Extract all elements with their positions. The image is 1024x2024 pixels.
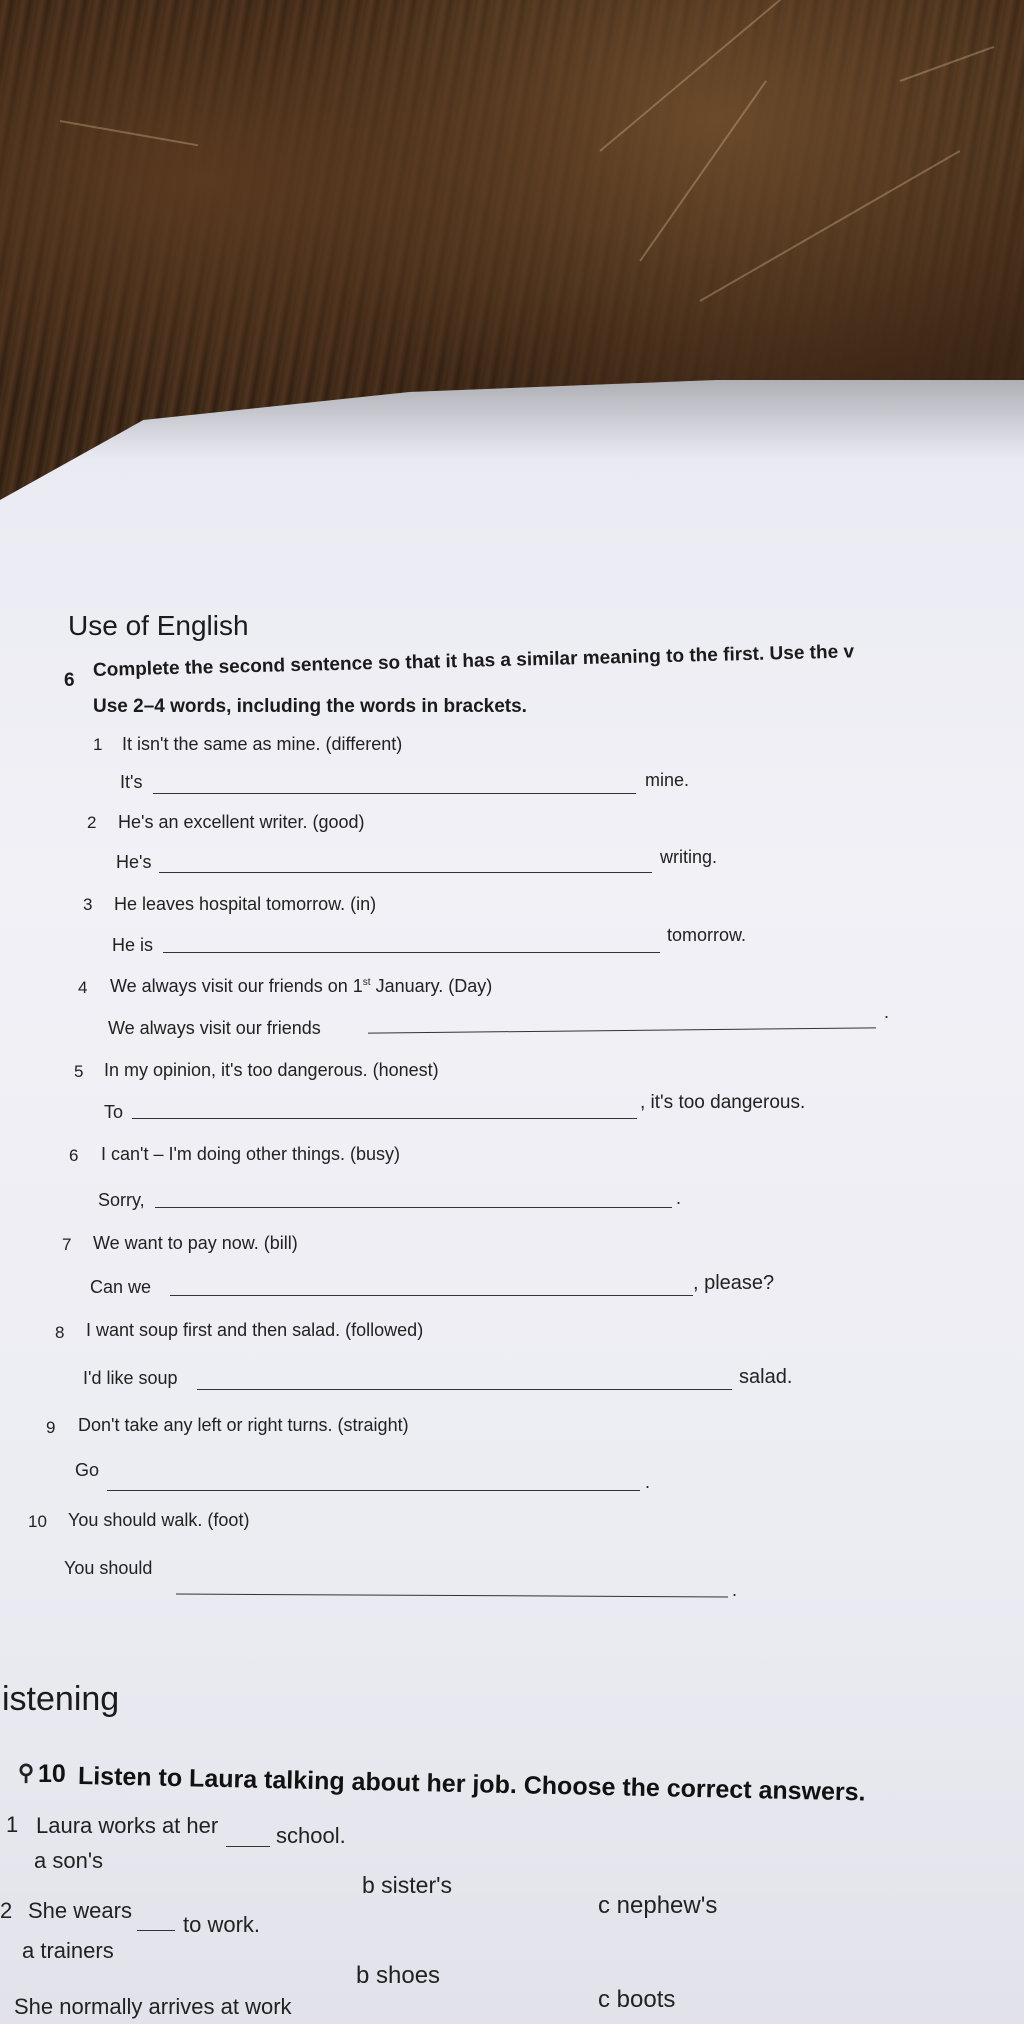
listening-q-text: She normally arrives at work (14, 1994, 292, 2019)
item-number: 6 (69, 1146, 79, 1165)
answer-start: He's (116, 852, 152, 872)
answer-end: . (884, 1002, 890, 1022)
item-number: 8 (55, 1323, 65, 1342)
item-prompt-part: We always visit our friends on 1 (110, 976, 363, 996)
item-number: 7 (62, 1235, 72, 1254)
item-number: 3 (83, 895, 93, 914)
item-prompt: I want soup first and then salad. (followed) (86, 1320, 424, 1340)
item-prompt: Don't take any left or right turns. (straight) (78, 1415, 409, 1435)
listening-instruction: Listen to Laura talking about her job. Choose the correct answers. (77, 1762, 866, 1807)
answer-blank[interactable] (170, 1295, 693, 1296)
answer-end: mine. (645, 770, 690, 790)
item-prompt (110, 976, 492, 997)
section-title-use-of-english: Use of English (68, 610, 249, 641)
answer-end: salad. (739, 1366, 793, 1388)
answer-blank[interactable] (153, 793, 636, 794)
answer-blank[interactable] (137, 1930, 175, 1931)
listening-q-text: She wears (28, 1898, 132, 1923)
item-prompt: In my opinion, it's too dangerous. (honest) (104, 1060, 439, 1080)
answer-end: tomorrow. (667, 925, 747, 945)
listening-q-text: to work. (183, 1912, 261, 1937)
listening-q-number: 1 (6, 1812, 19, 1837)
option-a[interactable]: a trainers (22, 1938, 114, 1963)
answer-blank[interactable] (163, 952, 660, 953)
answer-end: . (676, 1188, 682, 1208)
answer-blank[interactable] (132, 1118, 637, 1119)
item-prompt: We want to pay now. (bill) (93, 1233, 298, 1253)
ordinal-suffix: st (362, 977, 371, 988)
answer-start: We always visit our friends (108, 1018, 321, 1038)
listening-exercise-number: 10 (38, 1760, 66, 1788)
item-number: 10 (28, 1512, 47, 1531)
item-prompt: You should walk. (foot) (68, 1510, 250, 1530)
exercise-instruction-line2: Use 2–4 words, including the words in brackets. (93, 696, 527, 717)
answer-end: , please? (693, 1272, 775, 1294)
item-number: 4 (78, 978, 88, 997)
answer-start: Sorry, (98, 1190, 145, 1210)
option-c[interactable]: c boots (598, 1986, 676, 2013)
answer-blank[interactable] (226, 1846, 270, 1847)
exercise-instruction-line1: Complete the second sentence so that it has a similar meaning to the first. Use the v (92, 641, 855, 681)
audio-icon: ⚲ (18, 1760, 35, 1785)
answer-end: . (732, 1580, 738, 1600)
item-prompt-part: January. (Day) (370, 976, 493, 996)
item-number: 9 (46, 1418, 56, 1437)
answer-blank[interactable] (159, 872, 652, 873)
item-prompt: It isn't the same as mine. (different) (122, 734, 403, 754)
item-prompt: I can't – I'm doing other things. (busy) (101, 1144, 401, 1164)
answer-end: writing. (660, 847, 718, 867)
item-prompt: He leaves hospital tomorrow. (in) (114, 894, 377, 914)
answer-start: You should (64, 1558, 153, 1578)
answer-end: . (645, 1472, 651, 1492)
answer-start: To (104, 1102, 124, 1122)
answer-start: I'd like soup (83, 1368, 178, 1388)
item-number: 1 (93, 735, 103, 754)
item-number: 5 (74, 1062, 84, 1081)
answer-start: Go (75, 1460, 100, 1480)
answer-start: It's (120, 772, 143, 792)
exercise-number: 6 (64, 670, 75, 691)
answer-end: , it's too dangerous. (640, 1092, 806, 1113)
listening-q-text: school. (276, 1823, 346, 1848)
answer-blank[interactable] (197, 1389, 732, 1390)
section-title-listening: istening (2, 1680, 120, 1718)
option-b[interactable]: b sister's (362, 1872, 453, 1898)
option-b[interactable]: b shoes (356, 1962, 441, 1989)
answer-blank[interactable] (107, 1490, 640, 1491)
option-c[interactable]: c nephew's (598, 1892, 718, 1919)
listening-q-text: Laura works at her (36, 1813, 219, 1838)
answer-start: He is (112, 935, 154, 955)
listening-q-number: 2 (0, 1898, 13, 1923)
item-prompt: He's an excellent writer. (good) (118, 812, 365, 832)
item-number: 2 (87, 813, 97, 832)
option-a[interactable]: a son's (34, 1848, 104, 1873)
answer-start: Can we (90, 1277, 152, 1297)
answer-blank[interactable] (155, 1207, 672, 1208)
